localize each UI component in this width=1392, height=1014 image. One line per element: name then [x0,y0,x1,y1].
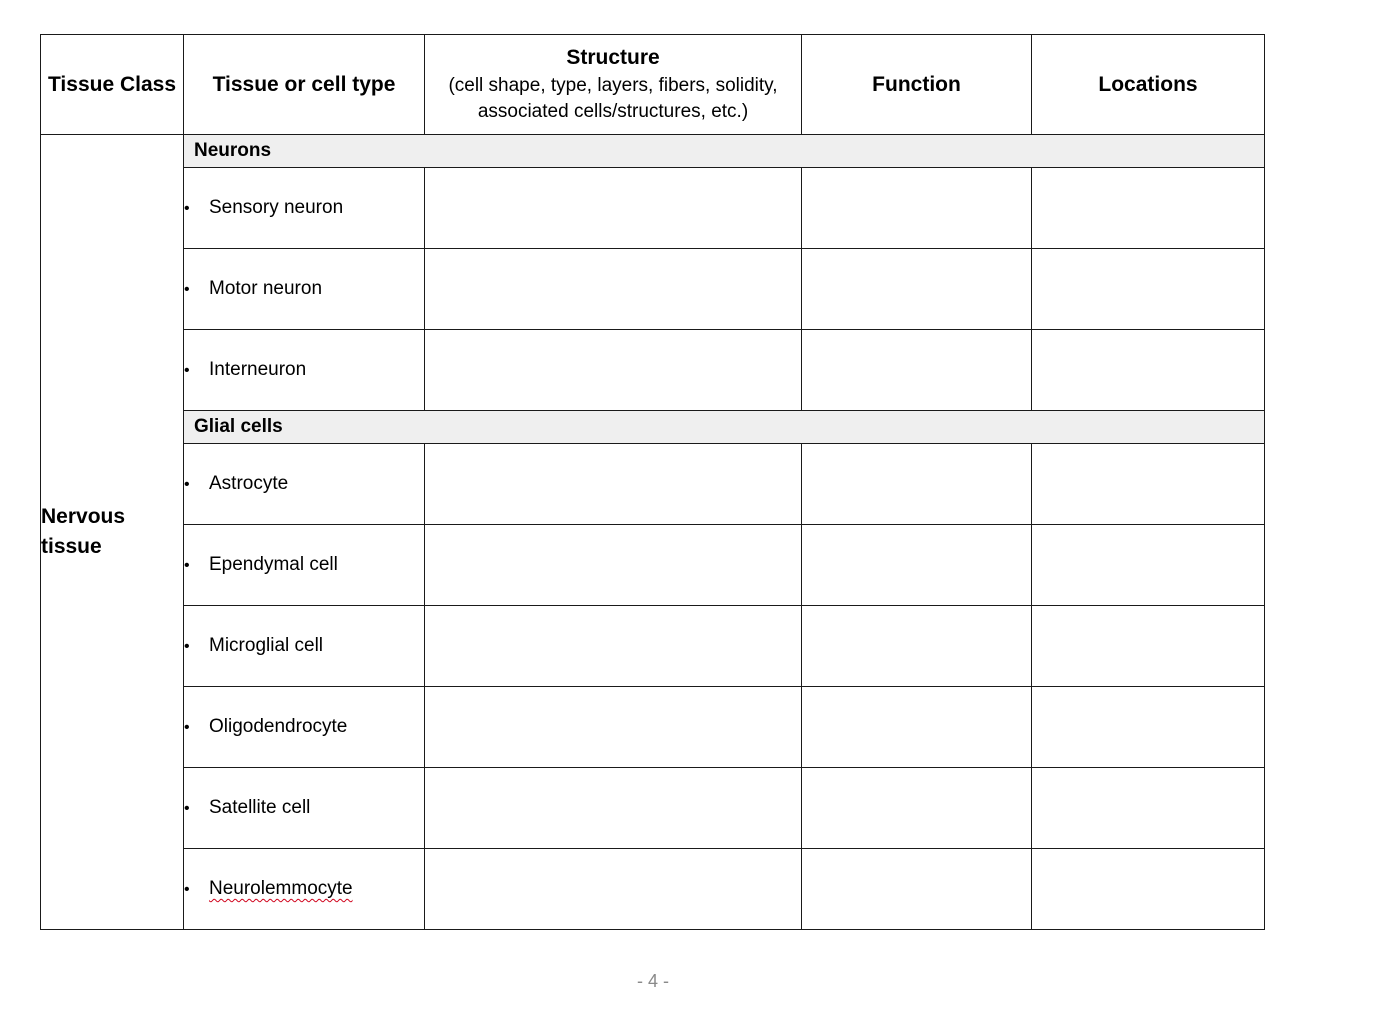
locations-cell[interactable] [1032,525,1265,606]
tissue-worksheet-table [40,34,1265,930]
locations-cell[interactable] [1032,768,1265,849]
locations-cell[interactable] [1032,849,1265,930]
bullet-icon: • [184,557,190,574]
cell-type-label: Sensory neuron [209,197,344,218]
locations-cell[interactable] [1032,606,1265,687]
structure-cell[interactable] [425,444,802,525]
function-cell[interactable] [802,606,1032,687]
cell-type-label-spellcheck: Neurolemmocyte [209,878,353,899]
function-cell[interactable] [802,444,1032,525]
cell-type-label: Oligodendrocyte [209,716,348,737]
table-row [41,249,1265,330]
function-cell[interactable] [802,687,1032,768]
page-number: - 4 - [636,971,669,991]
bullet-icon: • [184,800,190,817]
bullet-icon: • [184,200,190,217]
table-row [41,525,1265,606]
function-cell[interactable] [802,249,1032,330]
function-cell[interactable] [802,168,1032,249]
header-tissue-class: Tissue Class [41,35,184,135]
bullet-icon: • [184,881,190,898]
group-row-neurons [41,135,1265,168]
header-locations: Locations [1032,35,1265,135]
function-cell[interactable] [802,525,1032,606]
locations-cell[interactable] [1032,168,1265,249]
cell-type-oligodendrocyte [184,687,425,768]
locations-cell[interactable] [1032,687,1265,768]
header-cell-type: Tissue or cell type [184,35,425,135]
cell-type-satellite-cell [184,768,425,849]
cell-type-label: Ependymal cell [209,554,338,575]
bullet-icon: • [184,281,190,298]
cell-type-label: Satellite cell [209,797,311,818]
table-row [41,606,1265,687]
table-row [41,687,1265,768]
cell-type-ependymal-cell [184,525,425,606]
header-row [41,35,1265,135]
table-row [41,849,1265,930]
cell-type-astrocyte [184,444,425,525]
cell-type-motor-neuron [184,249,425,330]
structure-cell[interactable] [425,249,802,330]
function-cell[interactable] [802,849,1032,930]
header-structure [425,35,802,135]
cell-type-interneuron [184,330,425,411]
group-row-glial-cells [41,411,1265,444]
table-row [41,168,1265,249]
cell-type-label: Astrocyte [209,473,289,494]
table-row [41,444,1265,525]
bullet-icon: • [184,362,190,379]
structure-cell[interactable] [425,849,802,930]
header-structure-title: Structure [566,45,660,69]
header-structure-subtitle: (cell shape, type, layers, fibers, solidity, associated cells/structures, etc.) [448,74,778,122]
structure-cell[interactable] [425,525,802,606]
function-cell[interactable] [802,768,1032,849]
structure-cell[interactable] [425,606,802,687]
group-label-neurons: Neurons [184,135,1265,168]
locations-cell[interactable] [1032,330,1265,411]
function-cell[interactable] [802,330,1032,411]
bullet-icon: • [184,719,190,736]
structure-cell[interactable] [425,168,802,249]
cell-type-label: Interneuron [209,359,307,380]
cell-type-label: Microglial cell [209,635,324,656]
bullet-icon: • [184,638,190,655]
cell-type-label: Motor neuron [209,278,323,299]
locations-cell[interactable] [1032,249,1265,330]
header-function: Function [802,35,1032,135]
cell-type-neurolemmocyte [184,849,425,930]
bullet-icon: • [184,476,190,493]
structure-cell[interactable] [425,687,802,768]
table-row [41,768,1265,849]
cell-type-microglial-cell [184,606,425,687]
cell-type-sensory-neuron [184,168,425,249]
table-row [41,330,1265,411]
tissue-class-cell: Nervous tissue [41,135,184,930]
group-label-glial-cells: Glial cells [184,411,1265,444]
locations-cell[interactable] [1032,444,1265,525]
structure-cell[interactable] [425,330,802,411]
structure-cell[interactable] [425,768,802,849]
